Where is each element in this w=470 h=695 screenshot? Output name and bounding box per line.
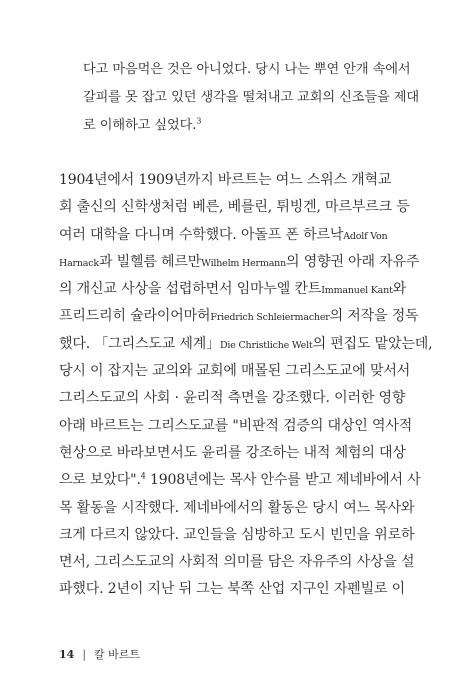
text-line: 그리스도교의 사회 · 윤리적 측면을 강조했다. 이러한 영향 (59, 390, 406, 407)
original-name: Wilhelm Hermann (201, 257, 287, 269)
text-span: 으로 보았다". (59, 472, 141, 489)
text-line: 현상으로 바라보면서도 윤리를 강조하는 내적 체험의 대상 (59, 444, 406, 461)
text-span: 의 개신교 사상을 섭렵하면서 임마누엘 칸트 (59, 281, 322, 298)
text-line: 크게 다르지 않았다. 교인들을 심방하고 도시 빈민을 위로하 (59, 526, 415, 543)
text-line (59, 467, 421, 494)
text-span: 의 편집도 맡았는데, (312, 335, 433, 352)
text-line (59, 222, 411, 249)
quote-line-text: 로 이해하고 싶었다. (83, 118, 197, 133)
text-line (59, 249, 420, 276)
page-footer (59, 648, 140, 662)
text-line (59, 303, 419, 330)
footer-separator: | (82, 648, 87, 661)
text-span: 했다. 「그리스도교 세계」 (59, 335, 220, 352)
footnote-marker: 4 (140, 471, 146, 481)
text-span: 프리드리히 슐라이어마허 (59, 308, 211, 325)
original-name: Harnack (59, 257, 99, 269)
text-line: 1904년에서 1909년까지 바르트는 여느 스위스 개혁교 (59, 172, 392, 188)
text-line: 면서, 그리스도교의 사회적 의미를 담은 자유주의 사상을 설 (59, 554, 415, 571)
footnote-marker: 3 (196, 116, 202, 126)
text-span: 1908년에는 목사 안수를 받고 제네바에서 사 (145, 472, 421, 489)
text-line (59, 331, 433, 358)
text-span: 와 (392, 281, 407, 298)
text-span: 과 빌헬름 헤르만 (98, 253, 202, 270)
page-number: 14 (59, 648, 75, 661)
original-name: Immanuel Kant (321, 285, 393, 297)
text-line: 목 활동을 시작했다. 제네바에서의 활동은 당시 여느 목사와 (59, 499, 415, 516)
block-quote (83, 56, 420, 140)
original-name: Die Christliche Welt (219, 339, 313, 351)
text-span: 의 영향권 아래 자유주 (286, 253, 420, 270)
body-paragraph (59, 167, 433, 604)
quote-line: 다고 마음먹은 것은 아니었다. 당시 나는 뿌연 안개 속에서 (83, 62, 411, 77)
original-name: Friedrich Schleiermacher (210, 312, 330, 324)
original-name: Adolf Von (343, 230, 388, 242)
text-line (59, 276, 411, 303)
quote-line (83, 112, 413, 140)
text-line: 아래 바르트는 그리스도교를 "비판적 검증의 대상인 역사적 (59, 417, 413, 434)
text-span: 의 저작을 정독 (329, 308, 419, 325)
text-line: 회 출신의 신학생처럼 베른, 베를린, 튀빙겐, 마르부르크 등 (59, 199, 410, 216)
running-title: 칼 바르트 (94, 648, 141, 661)
text-line: 당시 이 잡지는 교의와 교회에 매몰된 그리스도교에 맞서서 (59, 363, 411, 380)
quote-line: 갈피를 못 잡고 있던 생각을 떨쳐내고 교회의 신조들을 제대 (83, 90, 420, 105)
text-span: 여러 대학을 다니며 수학했다. 아돌프 폰 하르낙 (59, 226, 344, 243)
text-line: 파했다. 2년이 지난 뒤 그는 북쪽 산업 지구인 자펜빌로 이 (59, 581, 405, 598)
